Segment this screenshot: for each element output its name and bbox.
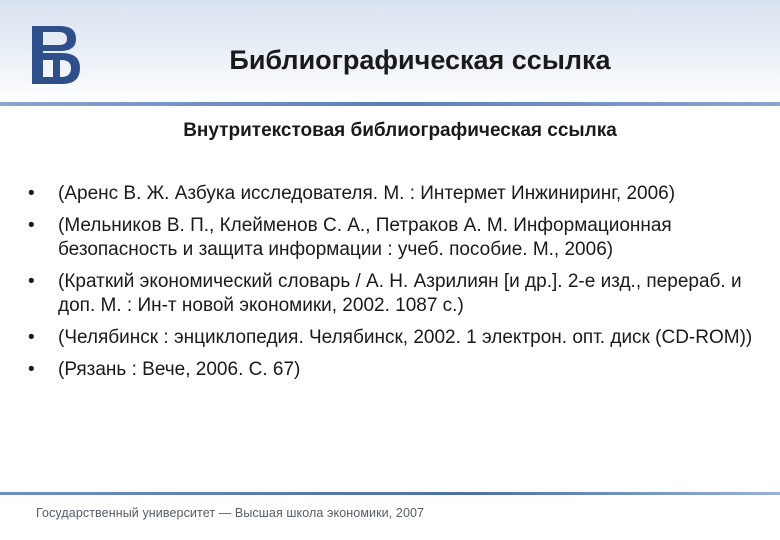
footer-divider — [0, 492, 780, 495]
reference-text: (Мельников В. П., Клейменов С. А., Петраков А. М. Информационная безопасность и защита информации : учеб. пособие. М., 2006) — [58, 215, 672, 260]
list-item — [28, 182, 763, 206]
reference-text: (Челябинск : энциклопедия. Челябинск, 2002. 1 электрон. опт. диск (CD-ROM)) — [58, 327, 753, 348]
reference-list — [28, 182, 763, 390]
footer-text: Государственный университет — Высшая школа экономики, 2007 — [36, 506, 425, 520]
list-item — [28, 326, 763, 350]
header-divider — [0, 102, 780, 106]
bullet-icon: • — [28, 327, 35, 348]
reference-text: (Аренс В. Ж. Азбука исследователя. М. : Интермет Инжиниринг, 2006) — [58, 183, 676, 204]
hse-logo-icon — [26, 20, 86, 90]
list-item — [28, 214, 763, 262]
reference-text: (Рязань : Вече, 2006. С. 67) — [58, 359, 301, 380]
bullet-icon: • — [28, 271, 35, 292]
bullet-icon: • — [28, 359, 35, 380]
list-item — [28, 270, 763, 318]
slide-title: Библиографическая ссылка — [229, 45, 611, 75]
bullet-icon: • — [28, 215, 35, 236]
slide-subtitle: Внутритекстовая библиографическая ссылка — [183, 120, 617, 141]
bullet-icon: • — [28, 183, 35, 204]
list-item — [28, 358, 763, 382]
reference-text: (Краткий экономический словарь / А. Н. Азрилиян [и др.]. 2-е изд., перераб. и доп. М. : Ин-т новой экономики, 2002. 1087 с.) — [58, 271, 742, 316]
